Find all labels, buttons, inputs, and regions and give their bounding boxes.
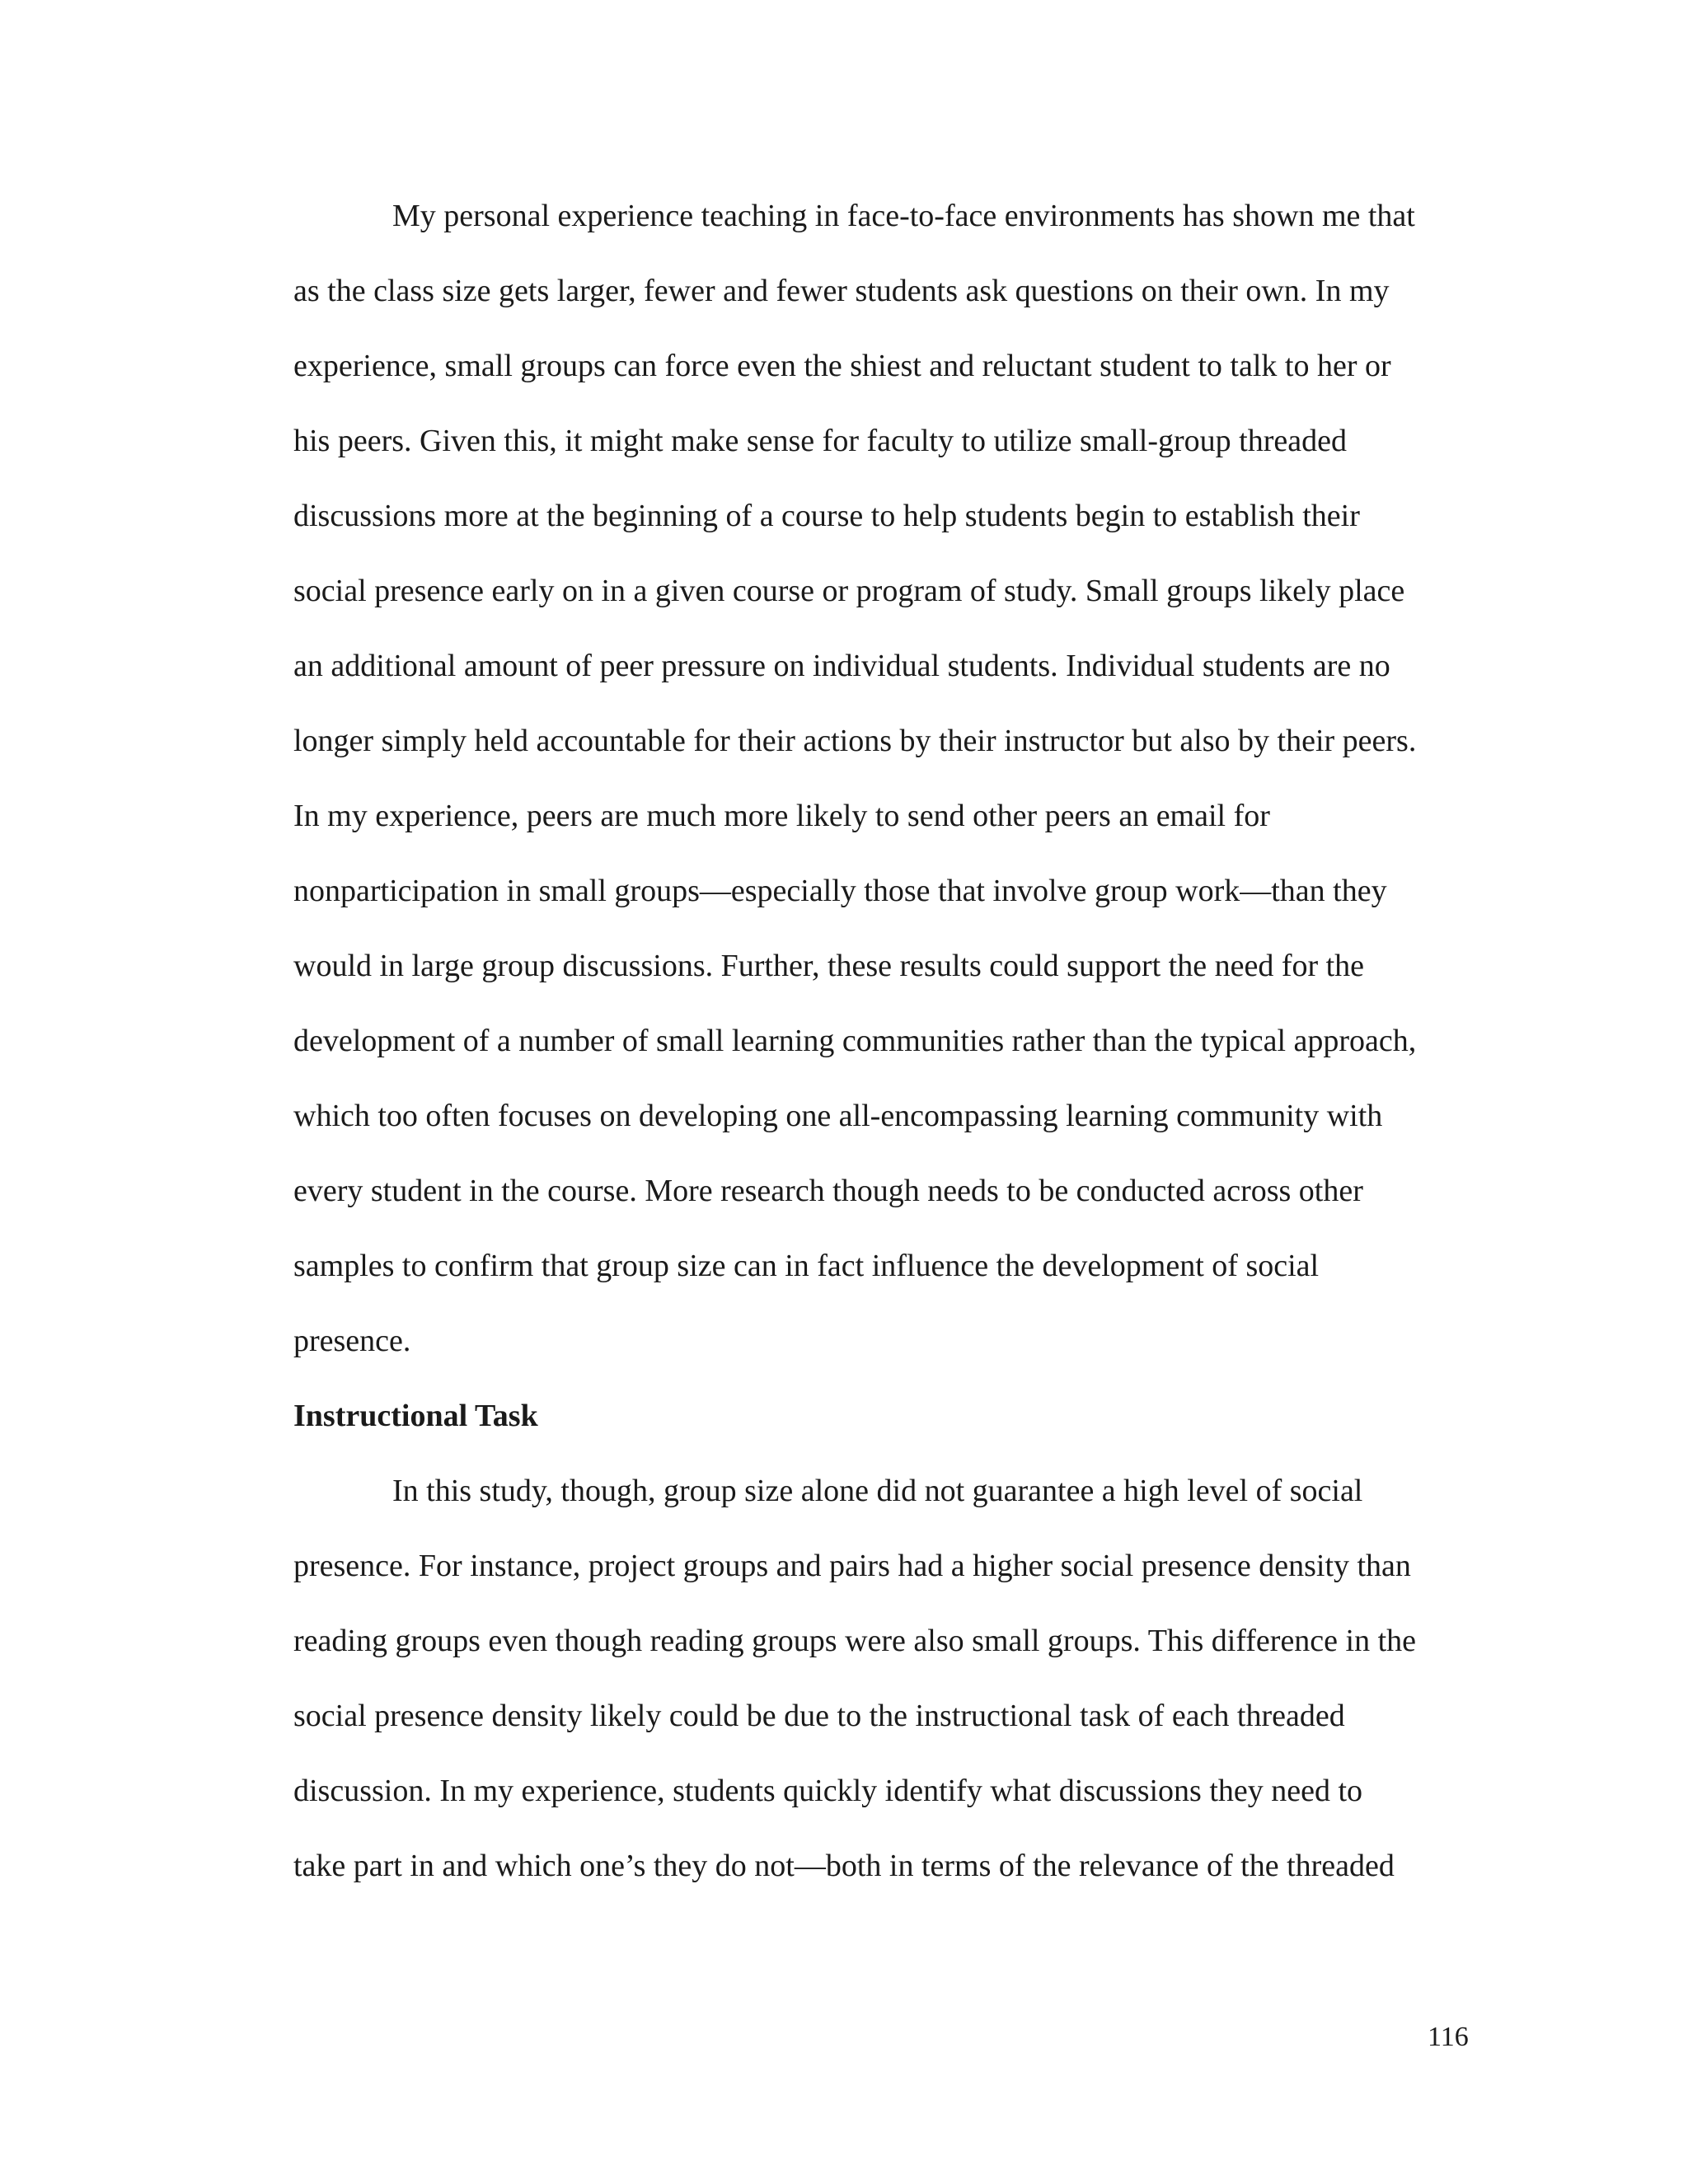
paragraph-2-line-3: reading groups even though reading groups were also small groups. This difference in the [293, 1624, 1417, 1658]
paragraph-1-line-12: development of a number of small learning communities rather than the typical approach, [293, 1024, 1417, 1058]
paragraph-1-line-5: discussions more at the beginning of a course to help students begin to establish their [293, 499, 1360, 533]
paragraph-1-line-14: every student in the course. More research though needs to be conducted across other [293, 1174, 1363, 1208]
paragraph-1-line-16: presence. [293, 1324, 411, 1358]
paragraph-2-line-2: presence. For instance, project groups and pairs had a higher social presence density than [293, 1549, 1411, 1583]
paragraph-1-line-2: as the class size gets larger, fewer and fewer students ask questions on their own. In my [293, 274, 1390, 308]
paragraph-1-line-4: his peers. Given this, it might make sense for faculty to utilize small-group threaded [293, 424, 1347, 458]
paragraph-1-line-8: longer simply held accountable for their actions by their instructor but also by their peers. [293, 724, 1417, 758]
page-number: 116 [1428, 2022, 1469, 2052]
paragraph-1-line-13: which too often focuses on developing one all-encompassing learning community with [293, 1099, 1383, 1133]
paragraph-2-line-4: social presence density likely could be due to the instructional task of each threaded [293, 1699, 1345, 1733]
paragraph-1-line-3: experience, small groups can force even the shiest and reluctant student to talk to her or [293, 349, 1391, 383]
paragraph-1-line-10: nonparticipation in small groups—especially those that involve group work—than they [293, 874, 1387, 908]
paragraph-1-line-15: samples to confirm that group size can in fact influence the development of social [293, 1249, 1320, 1283]
paragraph-1-line-6: social presence early on in a given course or program of study. Small groups likely place [293, 574, 1405, 608]
paragraph-2-line-6: take part in and which one’s they do not—both in terms of the relevance of the threaded [293, 1849, 1395, 1883]
section-heading: Instructional Task [293, 1399, 538, 1433]
paragraph-1-line-9: In my experience, peers are much more likely to send other peers an email for [293, 799, 1270, 833]
paragraph-2-line-1: In this study, though, group size alone did not guarantee a high level of social [392, 1474, 1363, 1508]
paragraph-1-line-1: My personal experience teaching in face-to-face environments has shown me that [392, 199, 1415, 233]
paragraph-2-line-5: discussion. In my experience, students quickly identify what discussions they need to [293, 1774, 1363, 1808]
paragraph-1-line-7: an additional amount of peer pressure on individual students. Individual students are no [293, 649, 1390, 683]
paragraph-1-line-11: would in large group discussions. Further, these results could support the need for the [293, 949, 1365, 983]
